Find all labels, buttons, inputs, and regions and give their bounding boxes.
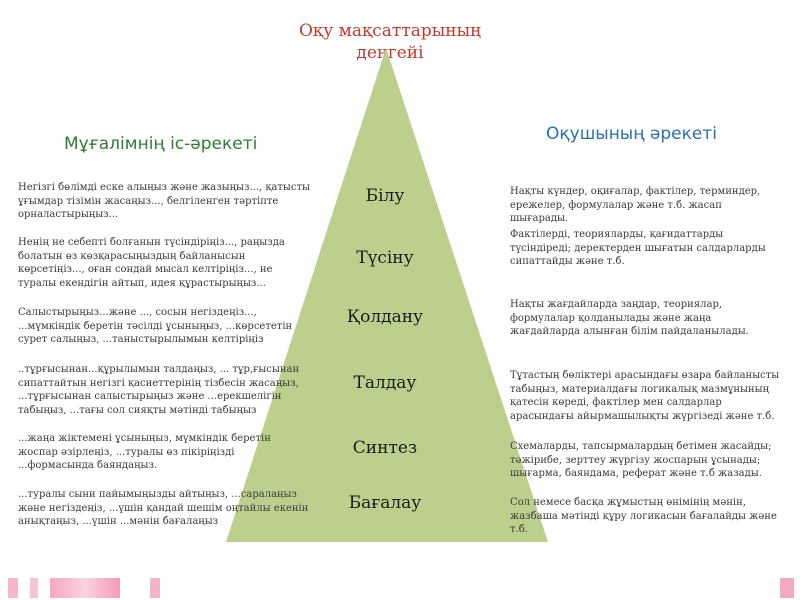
footer-decoration: [0, 574, 800, 600]
teacher-action-application: Салыстырыңыз...және ..., сосын негіздеңіз..., ...мүмкіндік беретін тәсілді ұсыныңыз, ...көрсететін сурет салыңыз, ...таныстырылымын келтіріңіз: [18, 307, 293, 346]
diagram-title-line1: Оқу мақсаттарының: [298, 21, 482, 41]
teacher-action-knowledge: Негізгі бөлімді еске алыңыз және жазыңыз..., қатысты ұғымдар тізімін жасаңыз..., белгіленген тәртіпте орналастырыңыз...: [18, 182, 310, 221]
footer-stripe: [150, 578, 160, 598]
level-comprehension: Түсіну: [356, 248, 414, 268]
teacher-header: Мұғалімнің іс-әрекеті: [64, 134, 258, 154]
student-action-evaluation: Сол немесе басқа жұмыстың өнімінің мәнін, жазбаша мәтінді құру логикасын бағалайды және т.б.: [510, 497, 777, 536]
student-action-analysis: Тұтастың бөліктері арасындағы өзара байланысты табыңыз, материалдағы логикалық мазмұнының қатесін көреді, фактілер мен салдарлар арасындағы айырмашылықты жүргізеді және т.б.: [510, 370, 780, 422]
student-action-knowledge: Нақты күндер, оқиғалар, фактілер, терминдер, ережелер, формулалар және т.б. жасап шығарады.: [510, 186, 761, 225]
footer-stripe: [30, 578, 38, 598]
level-synthesis: Синтез: [352, 438, 418, 458]
level-application: Қолдану: [346, 307, 424, 327]
level-evaluation: Бағалау: [348, 493, 422, 513]
level-knowledge: Білу: [365, 186, 405, 206]
teacher-action-synthesis: ...жаңа жіктемені ұсыныңыз, мүмкіндік беретін жоспар әзірлеңіз, ...туралы өз пікіріңізді ...формасында баяндаңыз.: [18, 433, 271, 472]
student-header: Оқушының әрекеті: [546, 124, 717, 144]
teacher-action-analysis: ..тұрғысынан...құрылымын талдаңыз, ... тұр,ғысынан сипаттайтын негізгі қасиеттерінің тізбесін жасаңыз, ...тұрғысынан салыстырыңыз және ...ерекшелігін табыңыз, ...тағы сол сияқты мәтінді табыңыз: [18, 364, 300, 416]
footer-stripe: [780, 578, 794, 598]
footer-stripe: [8, 578, 18, 598]
teacher-action-evaluation: ...туралы сыни пайымыңызды айтыңыз, ...саралаңыз және негіздеңіз, ...үшін қандай шешім оңтайлы екенін анықтаңыз, ...үшін ...мәнін бағалаңыз: [18, 489, 309, 528]
footer-stripe: [50, 578, 120, 598]
student-action-comprehension: Фактілерді, теорияларды, қағидаттарды түсіндіреді; деректерден шығатын салдарларды сипаттайды және т.б.: [510, 229, 766, 268]
student-action-application: Нақты жағдайларда заңдар, теориялар, формулалар қолданылады және жаңа жағдайларда алынған білім пайдаланылады.: [510, 299, 749, 338]
diagram-title-line2: деңгейі: [356, 43, 424, 63]
level-analysis: Талдау: [353, 373, 417, 393]
teacher-action-comprehension: Ненің не себепті болғанын түсіндіріңіз..., раңызда болатын өз көзқарасыңыздың байланысын көрсетіңіз..., оған сондай мысал келтіріңіз..., не туралы екендігін айтып, идея құрастырыңыз...: [18, 237, 285, 289]
student-action-synthesis: Схемаларды, тапсырмалардың бетімен жасайды; тәжірибе, зерттеу жүргізу жоспарын ұсынады; шығарма, баяндама, реферат және т.б жазады.: [510, 441, 772, 480]
